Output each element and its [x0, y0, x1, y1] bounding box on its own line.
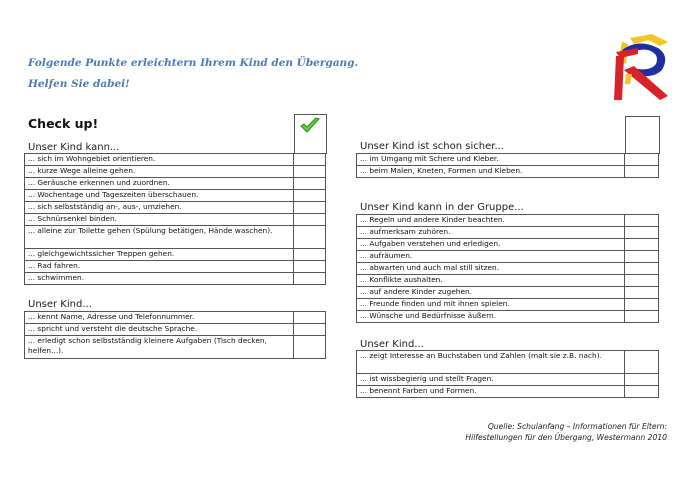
section-heading-gruppe: Unser Kind kann in der Gruppe...: [360, 202, 524, 213]
checklist-table-kann: [24, 153, 326, 285]
item-label: ... zeigt Interesse an Buchstaben und Zahlen (malt sie z.B. nach).: [357, 351, 625, 374]
item-label: ... Regeln und andere Kinder beachten.: [357, 215, 625, 227]
check-column-header-right: [625, 116, 660, 154]
table-row: [25, 190, 326, 202]
table-row: [25, 312, 326, 324]
section-heading-unser-kind: Unser Kind...: [28, 299, 92, 310]
table-row: [357, 287, 659, 299]
checkbox-cell[interactable]: [625, 374, 659, 386]
table-row: [25, 166, 326, 178]
item-label: ... Geräusche erkennen und zuordnen.: [25, 178, 294, 190]
item-label: ... Wochentage und Tageszeiten überschauen.: [25, 190, 294, 202]
source-citation: [465, 421, 667, 443]
checkbox-cell[interactable]: [625, 215, 659, 227]
table-row: [25, 226, 326, 249]
source-line-1: Quelle: Schulanfang – Informationen für Eltern:: [487, 422, 667, 431]
table-row: [357, 311, 659, 323]
item-label: ... Rad fahren.: [25, 261, 294, 273]
table-row: [357, 251, 659, 263]
item-label: ... kurze Wege alleine gehen.: [25, 166, 294, 178]
checkbox-cell[interactable]: [294, 226, 326, 249]
green-checkmark-icon: [299, 116, 321, 134]
table-row: [25, 273, 326, 285]
item-label: ... schwimmen.: [25, 273, 294, 285]
section-heading-unser-kind-right: Unser Kind...: [360, 339, 424, 350]
checklist-table-sicher: [356, 153, 659, 178]
checklist-table-gruppe: [356, 214, 659, 323]
checkbox-cell[interactable]: [625, 154, 659, 166]
checkbox-cell[interactable]: [294, 154, 326, 166]
item-label: ... kennt Name, Adresse und Telefonnummer.: [25, 312, 294, 324]
item-label: ... sich im Wohngebiet orientieren.: [25, 154, 294, 166]
table-row: [25, 336, 326, 359]
checkbox-cell[interactable]: [294, 261, 326, 273]
section-heading-kann: Unser Kind kann...: [28, 142, 120, 153]
source-line-2: Hilfestellungen für den Übergang, Westermann 2010: [465, 433, 667, 442]
item-label: ... sich selbstständig an-, aus-, umziehen.: [25, 202, 294, 214]
table-row: [357, 227, 659, 239]
item-label: ... aufräumen.: [357, 251, 625, 263]
item-label: ... beim Malen, Kneten, Formen und Kleben.: [357, 166, 625, 178]
checkbox-cell[interactable]: [294, 202, 326, 214]
item-label: ... alleine zur Toilette gehen (Spülung betätigen, Hände waschen).: [25, 226, 294, 249]
table-row: [357, 239, 659, 251]
item-label: ... auf andere Kinder zugehen.: [357, 287, 625, 299]
checkbox-cell[interactable]: [294, 336, 326, 359]
item-label: ... gleichgewichtssicher Treppen gehen.: [25, 249, 294, 261]
item-label: ... erledigt schon selbstständig kleinere Aufgaben (Tisch decken, helfen...).: [25, 336, 294, 359]
item-label: ... Wünsche und Bedürfnisse äußern.: [357, 311, 625, 323]
intro-line-2: Helfen Sie dabei!: [28, 78, 130, 90]
table-row: [25, 261, 326, 273]
table-row: [357, 154, 659, 166]
checkbox-cell[interactable]: [294, 273, 326, 285]
checkbox-cell[interactable]: [625, 386, 659, 398]
table-row: [357, 215, 659, 227]
item-label: ... Schnürsenkel binden.: [25, 214, 294, 226]
checkbox-cell[interactable]: [625, 275, 659, 287]
checkbox-cell[interactable]: [294, 312, 326, 324]
checklist-table-unser-kind-left: [24, 311, 326, 359]
table-row: [357, 386, 659, 398]
table-row: [25, 324, 326, 336]
checkbox-cell[interactable]: [625, 239, 659, 251]
table-row: [25, 178, 326, 190]
item-label: ... Konflikte aushalten.: [357, 275, 625, 287]
checkbox-cell[interactable]: [294, 178, 326, 190]
table-row: [25, 154, 326, 166]
section-heading-sicher: Unser Kind ist schon sicher...: [360, 141, 504, 152]
checkbox-cell[interactable]: [625, 166, 659, 178]
item-label: ... Aufgaben verstehen und erledigen.: [357, 239, 625, 251]
item-label: ... im Umgang mit Schere und Kleber.: [357, 154, 625, 166]
table-row: [357, 166, 659, 178]
table-row: [25, 249, 326, 261]
checkbox-cell[interactable]: [625, 299, 659, 311]
checkbox-cell[interactable]: [625, 227, 659, 239]
painted-letter-r-logo-icon: [608, 30, 676, 102]
checkbox-cell[interactable]: [294, 214, 326, 226]
checkbox-cell[interactable]: [625, 311, 659, 323]
intro-line-1: Folgende Punkte erleichtern Ihrem Kind den Übergang.: [28, 57, 359, 69]
item-label: ... Freunde finden und mit ihnen spielen.: [357, 299, 625, 311]
item-label: ... spricht und versteht die deutsche Sprache.: [25, 324, 294, 336]
table-row: [357, 275, 659, 287]
checkbox-cell[interactable]: [625, 251, 659, 263]
table-row: [357, 374, 659, 386]
item-label: ... ist wissbegierig und stellt Fragen.: [357, 374, 625, 386]
checkbox-cell[interactable]: [625, 263, 659, 275]
checkbox-cell[interactable]: [625, 287, 659, 299]
checkbox-cell[interactable]: [294, 190, 326, 202]
table-row: [357, 263, 659, 275]
page-title: Check up!: [28, 116, 99, 131]
table-row: [357, 351, 659, 374]
checkbox-cell[interactable]: [294, 249, 326, 261]
checkbox-cell[interactable]: [294, 324, 326, 336]
item-label: ... aufmerksam zuhören.: [357, 227, 625, 239]
checkbox-cell[interactable]: [294, 166, 326, 178]
item-label: ... abwarten und auch mal still sitzen.: [357, 263, 625, 275]
checkbox-cell[interactable]: [625, 351, 659, 374]
table-row: [25, 202, 326, 214]
item-label: ... benennt Farben und Formen.: [357, 386, 625, 398]
table-row: [25, 214, 326, 226]
checklist-table-unser-kind-right: [356, 350, 659, 398]
table-row: [357, 299, 659, 311]
